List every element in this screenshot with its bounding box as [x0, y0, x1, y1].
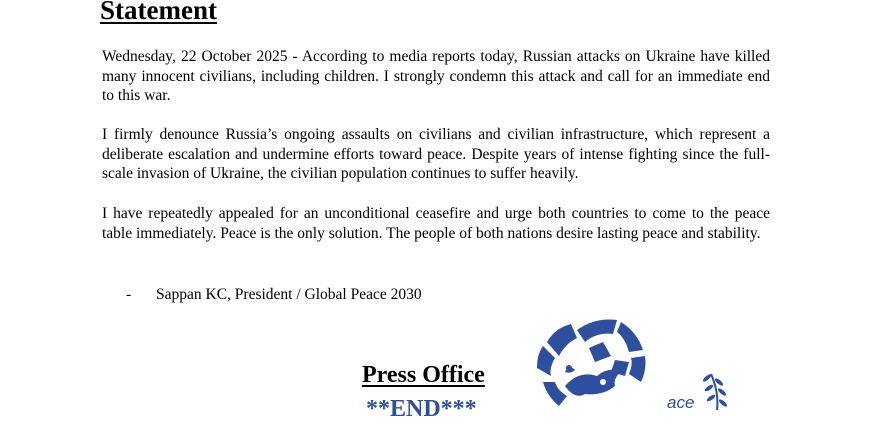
end-mark: **END*** [366, 396, 477, 422]
logo-text: ace [667, 393, 695, 410]
press-office-label: Press Office [362, 362, 485, 388]
signoff-author: Sappan KC, President / Global Peace 2030 [156, 286, 422, 303]
signoff-dash: - [126, 286, 132, 303]
statement-paragraph-2: I firmly denounce Russia’s ongoing assaults on civilians and civilian infrastructure, which represent a deliberate escalation and undermine efforts toward peace. Despite years of intense fighting since the full-scale invasion of Ukraine, the civilian population continues to suffer heavily. [102, 126, 770, 183]
statement-paragraph-1: Wednesday, 22 October 2025 - According to media reports today, Russian attacks on Ukraine have killed many innocent civilians, including children. I strongly condemn this attack and call for an immediate end to this war. [102, 48, 770, 105]
statement-paragraph-3: I have repeatedly appealed for an unconditional ceasefire and urge both countries to come to the peace table immediately. Peace is the only solution. The people of both nations desire lasting peace and stability. [102, 205, 770, 242]
statement-heading: Statement [100, 0, 217, 25]
signoff-line [126, 285, 422, 305]
globe-dove-logo-icon [525, 312, 740, 410]
